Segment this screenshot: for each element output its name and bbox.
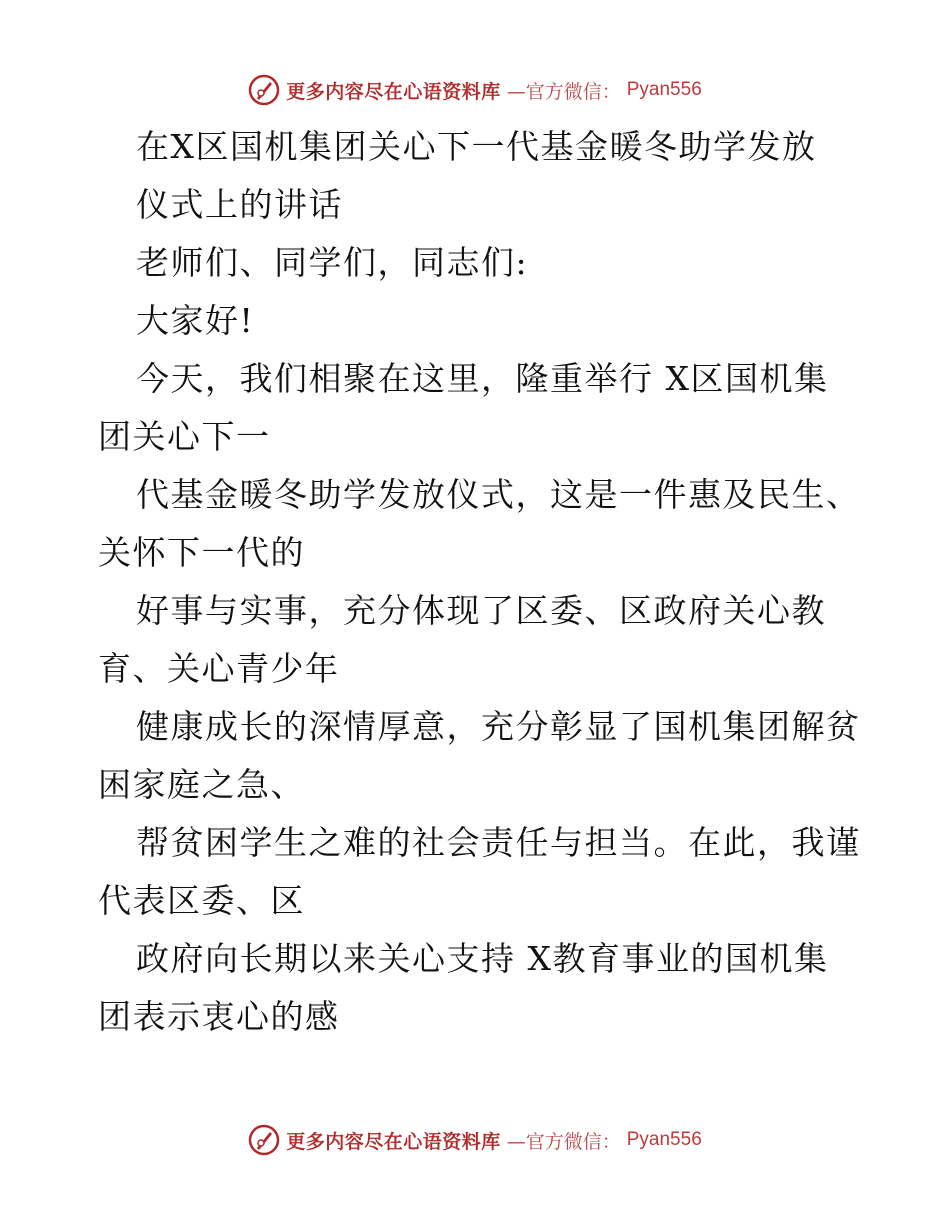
paragraph-line: 健康成长的深情厚意，充分彰显了国机集团解贫 bbox=[136, 707, 861, 746]
document-body bbox=[98, 118, 868, 1046]
paragraph-line: 团表示衷心的感 bbox=[98, 997, 340, 1036]
salutation-line: 老师们、同学们，同志们: bbox=[136, 243, 529, 282]
paragraph-line: 代基金暖冬助学发放仪式，这是一件惠及民生、 bbox=[136, 475, 861, 514]
paragraph-line: 育、关心青少年 bbox=[98, 649, 340, 688]
paragraph-line: 今天，我们相聚在这里，隆重举行 X区国机集 bbox=[136, 359, 829, 398]
title-line-2: 仪式上的讲话 bbox=[136, 185, 343, 224]
watermark-text-main: 更多内容尽在心语资料库 bbox=[286, 1130, 501, 1153]
header-watermark bbox=[0, 70, 950, 110]
greeting-line: 大家好! bbox=[136, 301, 255, 340]
watermark-wechat-id: Pyan556 bbox=[626, 79, 702, 100]
watermark-wechat-id: Pyan556 bbox=[626, 1129, 702, 1150]
quill-pen-icon bbox=[248, 74, 280, 106]
title-line-1: 在X区国机集团关心下一代基金暖冬助学发放 bbox=[136, 127, 817, 166]
paragraph-line: 政府向长期以来关心支持 X教育事业的国机集 bbox=[136, 939, 829, 978]
watermark-text-main: 更多内容尽在心语资料库 bbox=[286, 80, 501, 103]
footer-watermark bbox=[0, 1120, 950, 1160]
paragraph-line: 帮贫困学生之难的社会责任与担当。在此，我谨 bbox=[136, 823, 861, 862]
paragraph-line: 关怀下一代的 bbox=[98, 533, 305, 572]
watermark-text-sub: —官方微信： bbox=[506, 1130, 621, 1153]
paragraph-line: 代表区委、区 bbox=[98, 881, 305, 920]
paragraph-line: 困家庭之急、 bbox=[98, 765, 305, 804]
watermark-text-sub: —官方微信： bbox=[506, 80, 621, 103]
quill-pen-icon bbox=[248, 1124, 280, 1156]
paragraph-line: 团关心下一 bbox=[98, 417, 271, 456]
paragraph-line: 好事与实事，充分体现了区委、区政府关心教 bbox=[136, 591, 826, 630]
